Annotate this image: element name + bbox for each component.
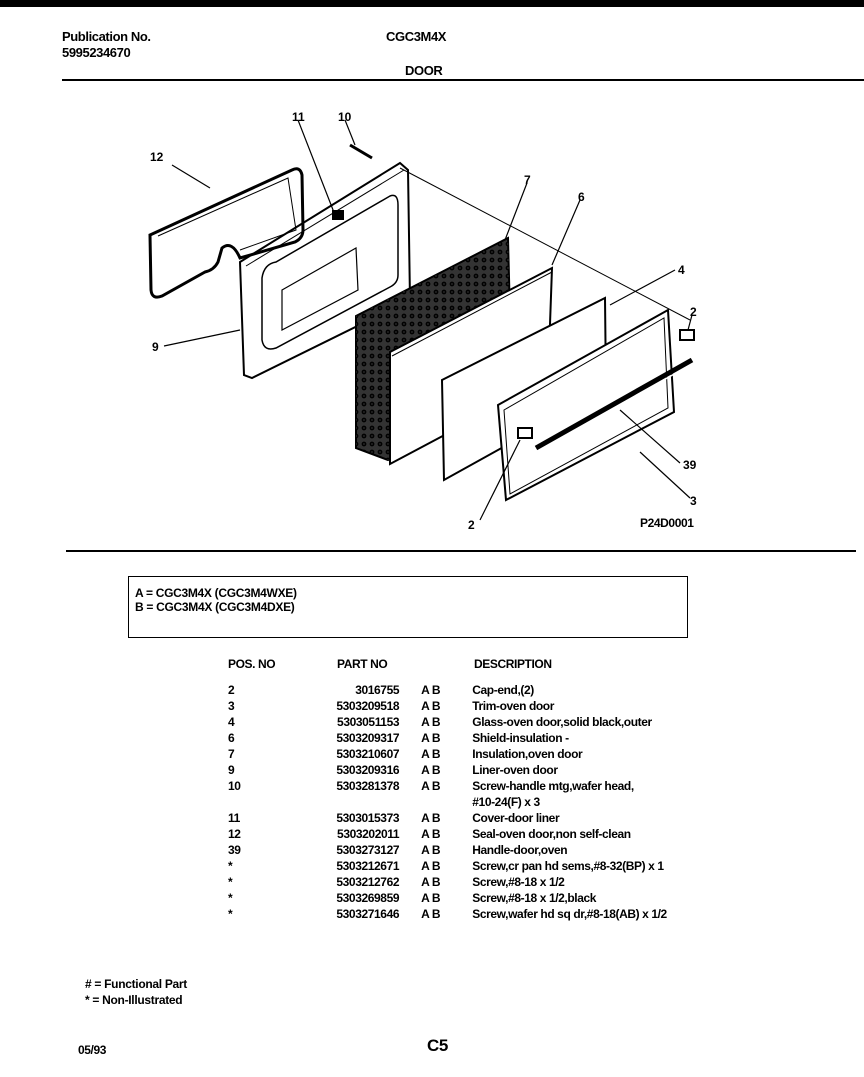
table-row: 3 5303209518 A B Trim-oven door	[228, 699, 555, 713]
footer-date: 05/93	[78, 1043, 107, 1057]
table-row: 7 5303210607 A B Insulation,oven door	[228, 747, 583, 761]
callout-3: 3	[690, 494, 697, 508]
header-divider	[62, 79, 864, 81]
callout-10: 10	[338, 110, 352, 124]
col-part-no: PART NO	[337, 657, 388, 671]
model-b: B = CGC3M4X (CGC3M4DXE)	[135, 600, 295, 614]
callout-6: 6	[578, 190, 585, 204]
callout-9: 9	[152, 340, 159, 354]
callout-39: 39	[683, 458, 697, 472]
table-row: 11 5303015373 A B Cover-door liner	[228, 811, 560, 825]
table-row: * 5303271646 A B Screw,wafer hd sq dr,#8-18(AB) x 1/2	[228, 907, 667, 921]
table-row: * 5303212671 A B Screw,cr pan hd sems,#8-32(BP) x 1	[228, 859, 664, 873]
parts-table	[228, 682, 728, 922]
section-title: DOOR	[405, 63, 443, 78]
callout-2-left: 2	[468, 518, 475, 532]
table-row: 9 5303209316 A B Liner-oven door	[228, 763, 558, 777]
table-row: 10 5303281378 A B Screw-handle mtg,wafer head, #10-24(F) x 3	[228, 779, 634, 809]
callout-2-right: 2	[690, 305, 697, 319]
table-row: 12 5303202011 A B Seal-oven door,non self-clean	[228, 827, 631, 841]
col-description: DESCRIPTION	[474, 657, 552, 671]
table-row: 2 3016755 A B Cap-end,(2)	[228, 683, 534, 697]
door-seal-gasket	[150, 169, 303, 297]
col-pos-no: POS. NO	[228, 657, 276, 671]
figure-id: P24D0001	[640, 516, 694, 530]
callout-7: 7	[524, 173, 531, 187]
exploded-door-diagram	[130, 105, 730, 535]
model-legend-box	[128, 576, 688, 638]
end-cap-right	[680, 330, 694, 340]
publication-label: Publication No.	[62, 29, 151, 44]
page-number: C5	[427, 1036, 448, 1055]
model-number: CGC3M4X	[386, 29, 447, 44]
footnote-non-illustrated: * = Non-Illustrated	[85, 993, 183, 1007]
table-row: 4 5303051153 A B Glass-oven door,solid black,outer	[228, 715, 652, 729]
footnote-functional: # = Functional Part	[85, 977, 187, 991]
model-a: A = CGC3M4X (CGC3M4WXE)	[135, 586, 297, 600]
publication-number: 5995234670	[62, 45, 131, 60]
table-row: 6 5303209317 A B Shield-insulation -	[228, 731, 569, 745]
table-row: 39 5303273127 A B Handle-door,oven	[228, 843, 568, 857]
end-cap-left	[518, 428, 532, 438]
callout-11: 11	[292, 110, 305, 124]
table-row: * 5303212762 A B Screw,#8-18 x 1/2	[228, 875, 565, 889]
scan-top-border	[0, 0, 864, 7]
callout-4: 4	[678, 263, 685, 277]
table-row: * 5303269859 A B Screw,#8-18 x 1/2,black	[228, 891, 597, 905]
diagram-divider	[66, 550, 856, 552]
callout-12: 12	[150, 150, 164, 164]
